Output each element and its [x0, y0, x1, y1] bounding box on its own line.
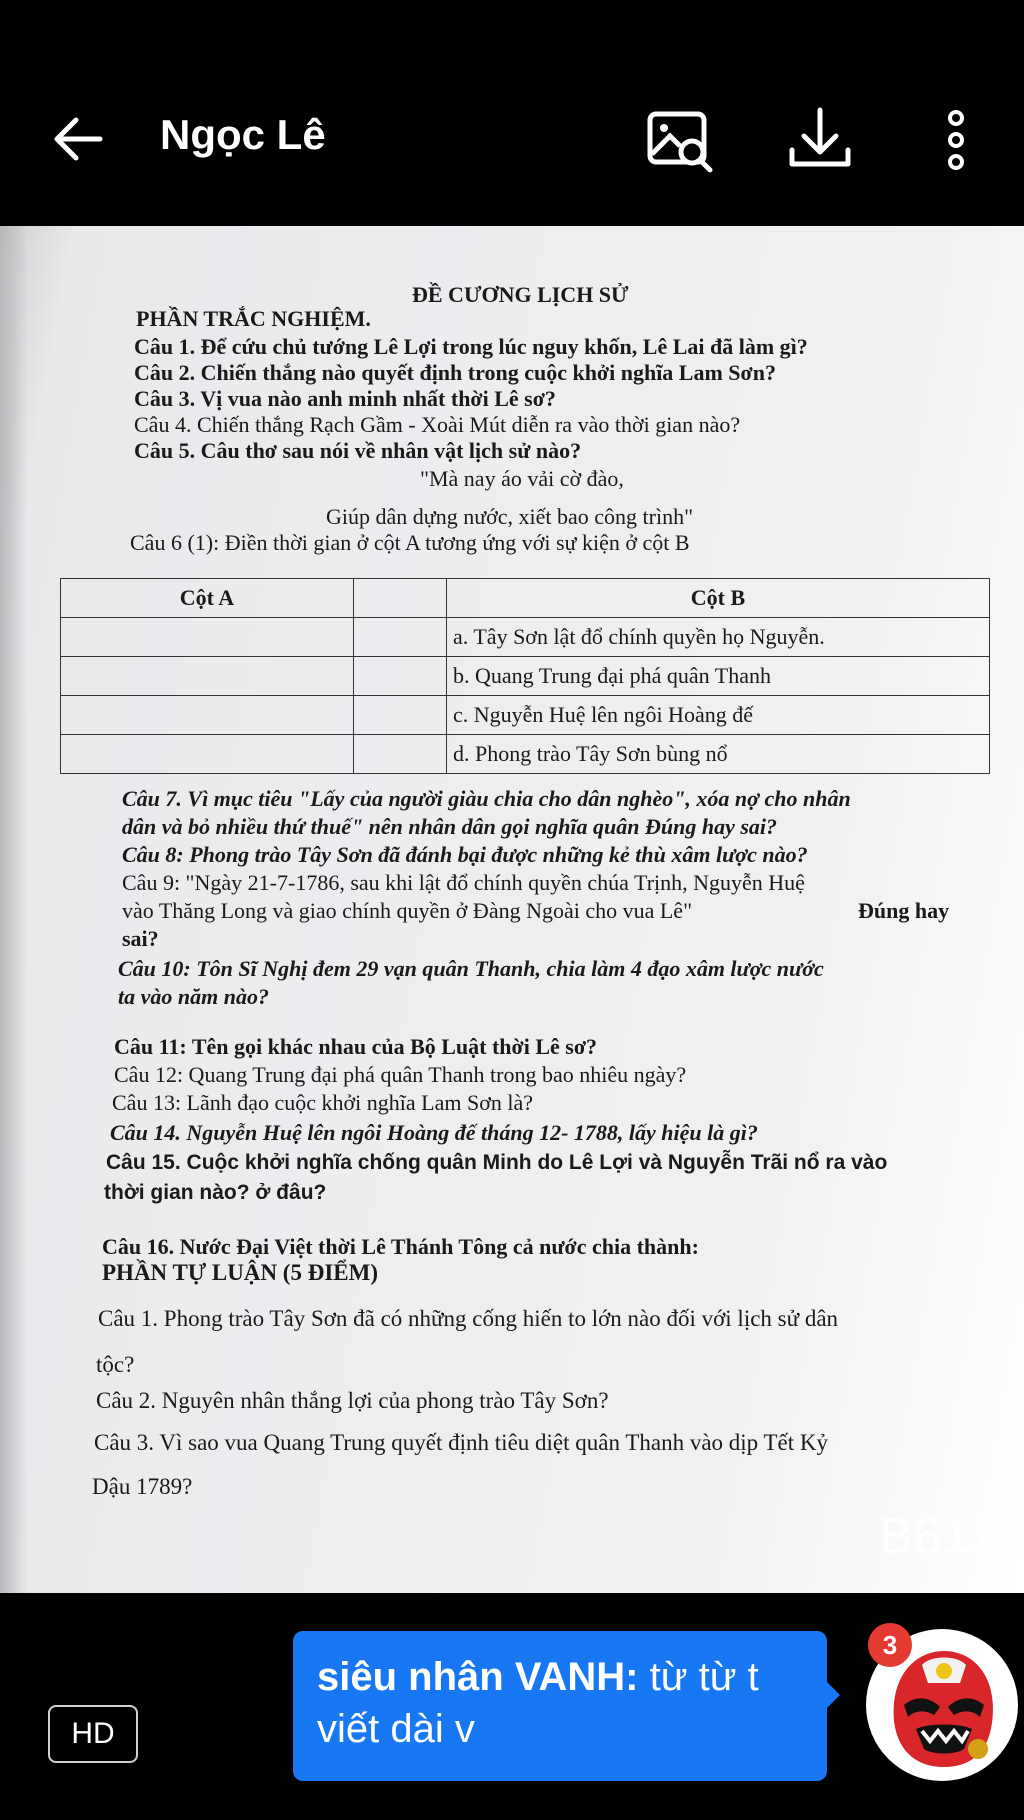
essay-question-1-line-1: Câu 1. Phong trào Tây Sơn đã có những cống hiến to lớn nào đối với lịch sử dân: [98, 1306, 839, 1331]
table-row: c. Nguyễn Huệ lên ngôi Hoàng đế: [447, 696, 990, 735]
top-bar: [0, 0, 1024, 226]
essay-question-1-line-2: tộc?: [96, 1352, 135, 1377]
question-12: Câu 12: Quang Trung đại phá quân Thanh trong bao nhiêu ngày?: [114, 1062, 687, 1087]
bottom-bar: [0, 1593, 1024, 1820]
chat-head-message-bubble[interactable]: [293, 1631, 827, 1781]
matching-table: [60, 578, 990, 774]
question-3: Câu 3. Vị vua nào anh minh nhất thời Lê sơ?: [134, 386, 556, 411]
bubble-tail: [826, 1681, 840, 1709]
question-13: Câu 13: Lãnh đạo cuộc khởi nghĩa Lam Sơn là?: [112, 1090, 533, 1115]
question-10-line-2: ta vào năm nào?: [118, 984, 269, 1009]
unread-count-badge: 3: [868, 1623, 912, 1667]
table-row: b. Quang Trung đại phá quân Thanh: [447, 657, 990, 696]
table-cell-empty: [354, 657, 447, 696]
shared-photo[interactable]: [0, 226, 1024, 1593]
question-9-line-2: vào Thăng Long và giao chính quyền ở Đàng Ngoài cho vua Lê": [122, 898, 693, 923]
table-header-a: Cột A: [61, 579, 354, 618]
question-4: Câu 4. Chiến thắng Rạch Gầm - Xoài Mút diễn ra vào thời gian nào?: [134, 412, 741, 437]
question-9-line-3: sai?: [122, 926, 159, 951]
table-row: d. Phong trào Tây Sơn bùng nổ: [447, 735, 990, 774]
message-sender: siêu nhân VANH:: [317, 1655, 639, 1699]
table-cell-empty: [354, 735, 447, 774]
image-search-icon: [640, 100, 720, 180]
poem-line-1: "Mà nay áo vải cờ đào,: [420, 466, 624, 491]
poem-line-2: Giúp dân dựng nước, xiết bao công trình": [326, 504, 694, 529]
camera-watermark: B612: [879, 1508, 1000, 1564]
essay-question-3-line-1: Câu 3. Vì sao vua Quang Trung quyết định tiêu diệt quân Thanh vào dịp Tết Kỷ: [94, 1430, 829, 1455]
essay-question-2: Câu 2. Nguyên nhân thắng lợi của phong trào Tây Sơn?: [96, 1388, 609, 1413]
question-2: Câu 2. Chiến thắng nào quyết định trong cuộc khởi nghĩa Lam Sơn?: [134, 360, 776, 385]
table-cell-empty: [61, 696, 354, 735]
question-7-line-1: Câu 7. Vì mục tiêu "Lấy của người giàu chia cho dân nghèo", xóa nợ cho nhân: [122, 786, 851, 811]
download-button[interactable]: [780, 100, 860, 180]
table-cell-empty: [354, 618, 447, 657]
table-row: a. Tây Sơn lật đổ chính quyền họ Nguyễn.: [447, 618, 990, 657]
image-search-button[interactable]: [640, 100, 720, 180]
download-icon: [780, 100, 860, 180]
question-9-true-false: Đúng hay: [858, 898, 950, 923]
question-6: Câu 6 (1): Điền thời gian ở cột A tương ứng với sự kiện ở cột B: [130, 530, 690, 555]
back-arrow-icon: [48, 108, 110, 170]
question-15-line-1: Câu 15. Cuộc khởi nghĩa chống quân Minh do Lê Lợi và Nguyễn Trãi nổ ra vào: [106, 1151, 888, 1174]
message-text: từ từ t viết dài v: [317, 1655, 759, 1751]
question-9-line-1: Câu 9: "Ngày 21-7-1786, sau khi lật đổ chính quyền chúa Trịnh, Nguyễn Huệ: [122, 870, 805, 895]
hd-button[interactable]: HD: [48, 1705, 138, 1763]
question-10-line-1: Câu 10: Tôn Sĩ Nghị đem 29 vạn quân Thanh, chia làm 4 đạo xâm lược nước: [118, 956, 824, 981]
doc-heading: ĐỀ CƯƠNG LỊCH SỬ: [412, 282, 629, 307]
document-page: [0, 226, 1024, 1593]
question-11: Câu 11: Tên gọi khác nhau của Bộ Luật thời Lê sơ?: [114, 1034, 598, 1059]
table-cell-empty: [61, 735, 354, 774]
back-button[interactable]: [48, 108, 110, 170]
essay-question-3-line-2: Dậu 1789?: [92, 1474, 193, 1499]
question-7-line-2: dân và bỏ nhiều thứ thuế" nên nhân dân gọi nghĩa quân Đúng hay sai?: [122, 814, 778, 839]
question-8: Câu 8: Phong trào Tây Sơn đã đánh bại được những kẻ thù xâm lược nào?: [122, 842, 808, 867]
question-5: Câu 5. Câu thơ sau nói về nhân vật lịch sử nào?: [134, 438, 582, 463]
question-14: Câu 14. Nguyễn Huệ lên ngôi Hoàng đế tháng 12- 1788, lấy hiệu là gì?: [110, 1120, 758, 1145]
more-options-button[interactable]: [916, 100, 996, 180]
more-vertical-icon: [916, 100, 996, 180]
table-header-b: Cột B: [447, 579, 990, 618]
question-16: Câu 16. Nước Đại Việt thời Lê Thánh Tông cả nước chia thành:: [102, 1234, 699, 1259]
section-multiple-choice: PHẦN TRẮC NGHIỆM.: [136, 306, 371, 331]
section-essay: PHẦN TỰ LUẬN (5 ĐIỂM): [102, 1260, 378, 1285]
table-cell-empty: [61, 657, 354, 696]
table-cell-empty: [354, 696, 447, 735]
question-1: Câu 1. Để cứu chủ tướng Lê Lợi trong lúc nguy khốn, Lê Lai đã làm gì?: [134, 334, 808, 359]
table-cell-empty: [61, 618, 354, 657]
table-header-blank: [354, 579, 447, 618]
chat-contact-name: Ngọc Lê: [160, 111, 326, 158]
question-15-line-2: thời gian nào? ở đâu?: [104, 1181, 327, 1204]
